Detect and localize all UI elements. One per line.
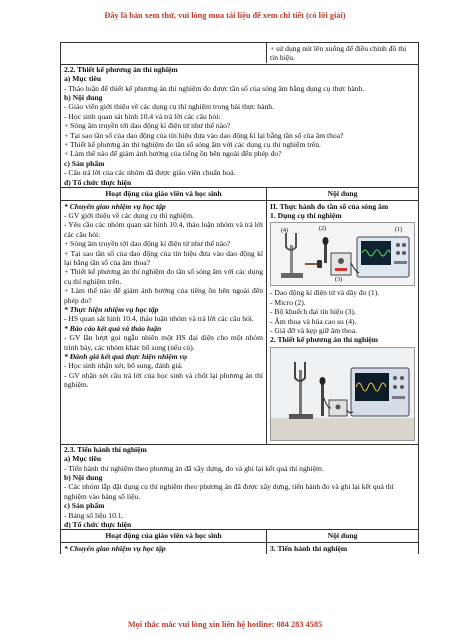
text-line: - Yêu cầu các nhóm quan sát hình 10.4, thảo luận nhóm và trả lời các câu hỏi: <box>64 220 263 239</box>
continuation-right: + sử dụng nút lên xuống để điều chỉnh đồ thị tín hiệu. <box>270 44 407 63</box>
label-tuning-fork: (4) <box>281 228 288 235</box>
section-22-b-lines <box>64 102 415 158</box>
text-line: + Tại sao tần số của dao động của tín hiệu đưa vào dao động kí lại bằng tần số của âm thoa? <box>64 130 344 140</box>
text-line: * Đánh giá kết quả thực hiện nhiệm vụ <box>64 352 188 361</box>
text-line: + Tại sao tần số của dao động của tín hiệu đưa vào dao động kí lại bằng tần số của âm thoa? <box>64 248 263 267</box>
section-23-b-text: - Các nhóm lắp đặt dụng cụ thí nghiệm theo phương án đã được xây dựng, tiến hành đo và ghi lại kết quả thí nghiệm vào bảng số liệu. <box>64 482 394 501</box>
text-line: - Dao động kí điện tử và dây đo (1). <box>270 288 380 298</box>
text-line: * Báo cáo kết quả và thảo luận <box>64 323 162 333</box>
section-23-a-text: - Tiến hành thí nghiệm theo phương án đã xây dựng, đo và ghi lại kết quả thí nghiệm. <box>64 463 324 473</box>
text-line: - GV nhận xét câu trả lời của học sinh và chốt lại phương án thí nghiệm. <box>64 370 263 390</box>
text-line: + Thiết kế phương án thí nghiệm đo tần số sóng âm với các dụng cụ thí nghiệm trên. <box>64 140 321 150</box>
section-23-intro <box>61 444 418 530</box>
text-line: - Âm thoa và búa cao su (4). <box>270 316 357 326</box>
label-microphone: (2) <box>319 226 326 233</box>
header-content-23: Nội dung <box>327 531 358 541</box>
section-23-d-title: d) Tổ chức thực hiện <box>64 520 132 529</box>
equipment-list <box>270 288 415 335</box>
section-22-title: 2.2. Thiết kế phương án thí nghiệm <box>64 64 178 74</box>
text-line: - Giá đỡ và kẹp giữ âm thoa. <box>270 325 357 335</box>
text-line: + Thiết kế phương án thí nghiệm đo tần số sóng âm với các dụng cụ thí nghiệm trên. <box>64 267 263 286</box>
label-amplifier: (3) <box>335 277 342 284</box>
section-22-a-text: - Thảo luận để thiết kế phương án thí nghiệm đo được tần số của sóng âm bằng dụng cụ thực hành. <box>64 83 365 93</box>
text-line: + Sóng âm truyền tới dao động kí điện tử như thế nào? <box>64 239 231 249</box>
text-line: - Bộ khuếch đại tín hiệu (3). <box>270 307 356 317</box>
section-23-a-title: a) Mục tiêu <box>64 454 102 464</box>
text-line: + Sóng âm truyền tới dao động kí điện tử như thế nào? <box>64 121 231 131</box>
section-23-c-title: c) Sản phẩm <box>64 501 105 511</box>
header-activity: Hoạt động của giáo viên và học sinh <box>61 188 267 199</box>
section-23-table-header <box>61 529 418 541</box>
setup-illustration <box>271 348 414 440</box>
text-line: - Học sinh nhận xét, bổ sung, đánh giá. <box>64 361 183 371</box>
text-line: - Học sinh quan sát hình 10.4 và trả lời các câu hỏi: <box>64 111 221 121</box>
section-22-b-title: b) Nội dung <box>64 93 103 103</box>
text-line: * Thực hiện nhiệm vụ học tập <box>64 304 159 314</box>
section-22-c-text: - Câu trả lời của các nhóm đã được giáo viên chuẩn hoá. <box>64 168 236 178</box>
section-22-table-body <box>61 200 418 444</box>
section-22-d-title: d) Tổ chức thực hiện <box>64 177 132 187</box>
text-line: + Làm thế nào để giảm ảnh hưởng của tiếng ồn bên ngoài đến phép đo? <box>64 286 263 305</box>
text-line: - GV lần lượt gọi ngẫu nhiên một HS đại diện cho một nhóm trình bày, các nhóm khác bổ sung (nếu có). <box>64 333 263 352</box>
text-line: + Làm thế nào để giảm ảnh hưởng của tiếng ồn bên ngoài đến phép đo? <box>64 149 282 159</box>
section-23-b-title: b) Nội dung <box>64 472 103 482</box>
activity-column <box>61 201 267 444</box>
text-line: * Chuyển giao nhiệm vụ học tập <box>64 201 166 211</box>
preview-banner: Đây là bản xem thử, vui lòng mua tài liệu để xem chi tiết (có lời giải) <box>104 11 346 20</box>
continuation-left <box>61 43 267 63</box>
continuation-row <box>61 43 418 64</box>
design-title: 2. Thiết kế phương án thí nghiệm <box>270 335 378 345</box>
section-23-table-row <box>61 542 418 554</box>
section-22-intro <box>61 64 418 187</box>
section-22-table-header <box>61 187 418 199</box>
text-line: - Giáo viên giới thiệu về các dụng cụ thí nghiệm trong bài thực hành. <box>64 102 274 112</box>
text-line: - Micro (2). <box>270 297 306 307</box>
conduct-experiment-title: 3. Tiến hành thí nghiệm <box>270 543 348 553</box>
header-content: Nội dung <box>327 189 358 199</box>
setup-figure <box>270 347 415 441</box>
equipment-illustration <box>271 223 414 285</box>
header-activity-23: Hoạt động của giáo viên và học sinh <box>61 530 267 541</box>
lesson-table <box>60 42 419 554</box>
practice-title: II. Thực hành đo tần số của sóng âm <box>270 201 389 211</box>
hotline-banner: Mọi thắc mắc vui lòng xin liên hệ hotline: 084 283 4585 <box>127 620 323 629</box>
content-column <box>267 201 418 444</box>
section-23-c-text: - Bảng số liệu 10.1. <box>64 510 124 520</box>
equipment-figure <box>270 222 415 286</box>
section-23-title: 2.3. Tiến hành thí nghiệm <box>64 444 147 454</box>
text-line: - HS quan sát hình 10.4, thảo luận nhóm và trả lời các câu hỏi. <box>64 314 254 324</box>
task-assignment-23: * Chuyển giao nhiệm vụ học tập <box>61 543 267 554</box>
equipment-title: 1. Dụng cụ thí nghiệm <box>270 210 342 220</box>
label-oscilloscope: (1) <box>395 227 402 234</box>
text-line: - GV giới thiệu về các dụng cụ thí nghiệm. <box>64 210 194 220</box>
section-22-a-title: a) Mục tiêu <box>64 74 102 84</box>
section-22-c-title: c) Sản phẩm <box>64 158 105 168</box>
